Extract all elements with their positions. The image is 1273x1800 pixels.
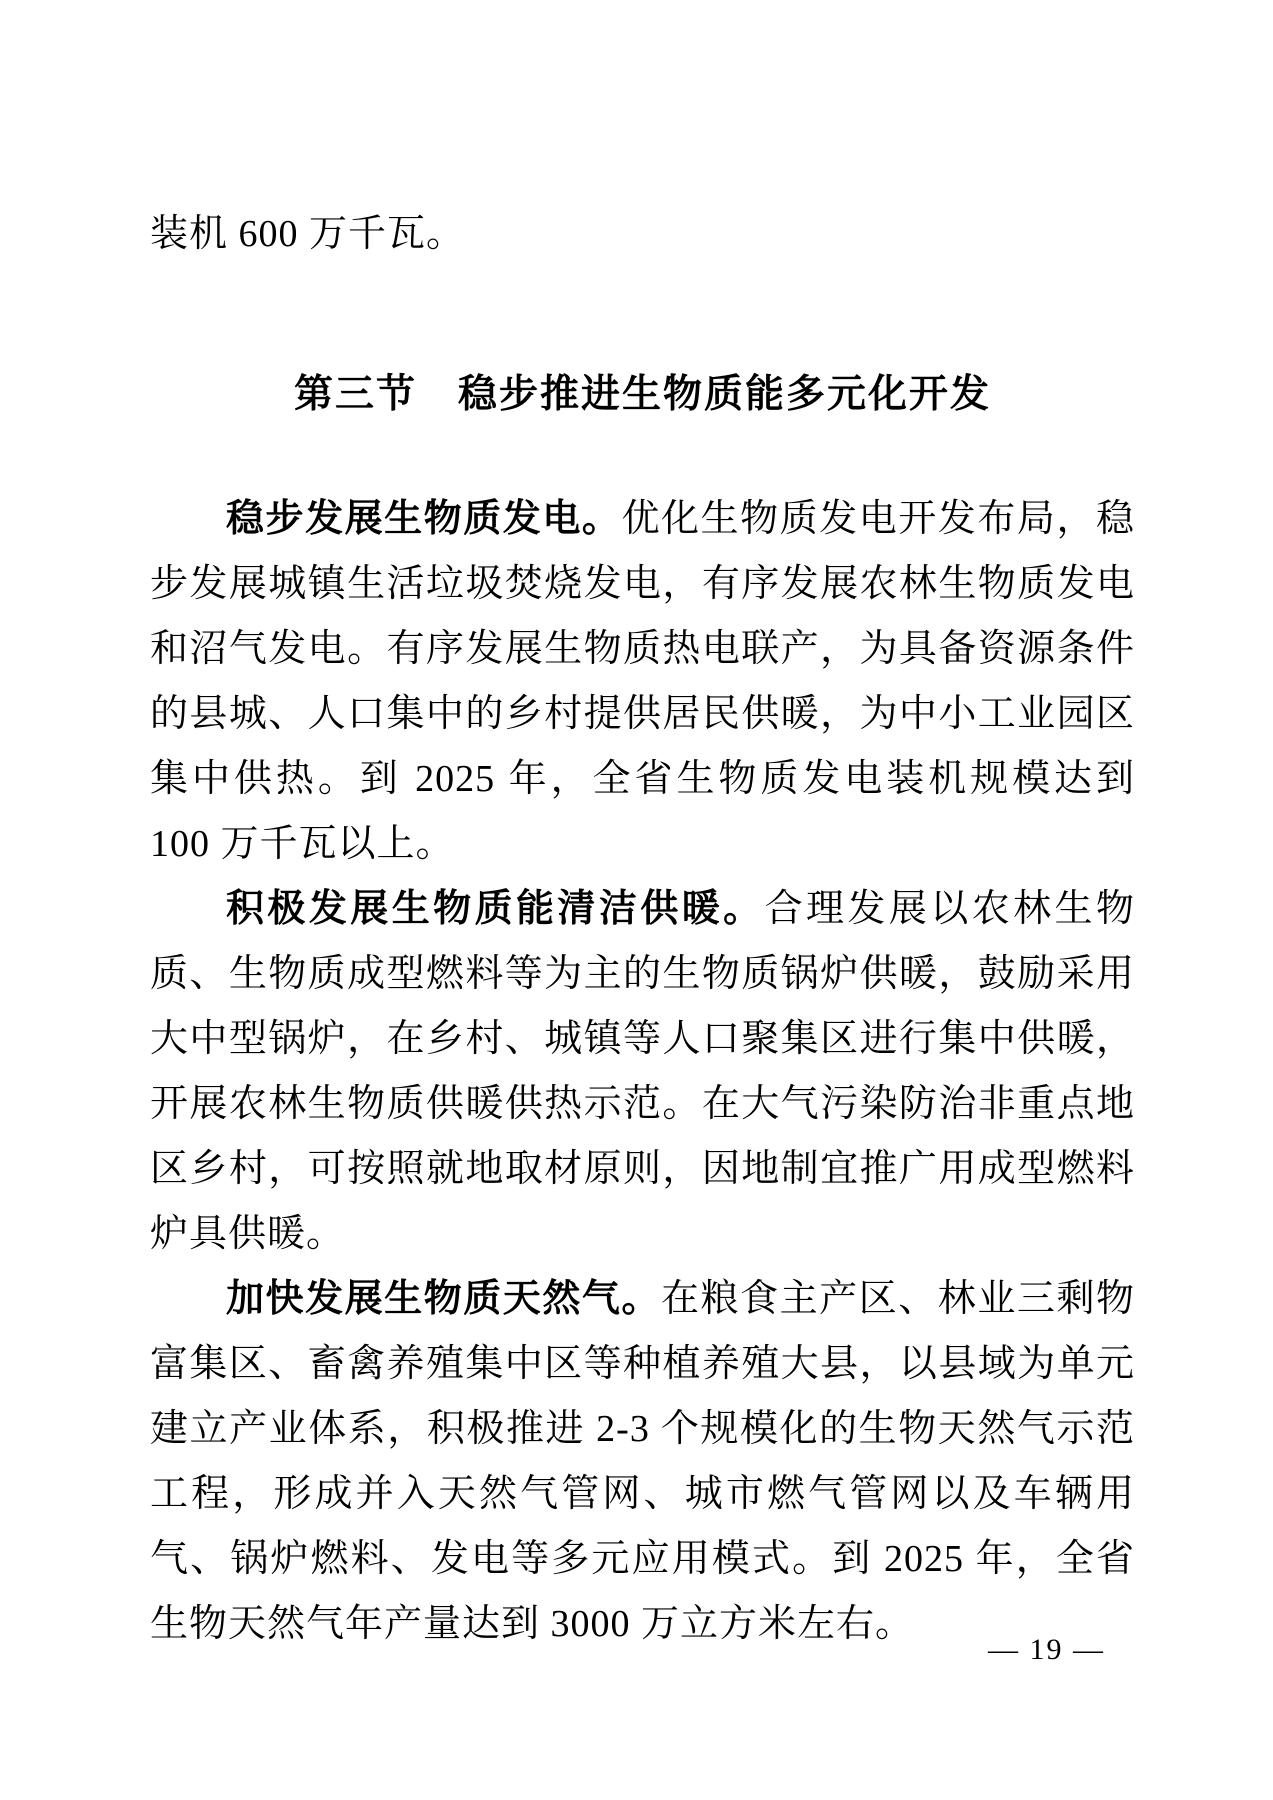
paragraph-text: 合理发展以农林生物质、生物质成型燃料等为主的生物质锅炉供暖，鼓励采用大中型锅炉，在乡村、城镇等人口聚集区进行集中供暖，开展农林生物质供暖供热示范。在大气污染防治非重点地区乡村，可按照就地取材原则，因地制宜推广用成型燃料炉具供暖。	[150, 888, 1135, 1255]
paragraph-biomass-power	[150, 487, 1135, 877]
document-content	[150, 202, 1135, 1657]
continuation-line: 装机 600 万千瓦。	[150, 213, 466, 255]
page-number-footer: — 19 —	[988, 1633, 1105, 1666]
paragraph-clean-heating	[150, 877, 1135, 1267]
paragraph-lead: 加快发展生物质天然气。	[226, 1278, 661, 1320]
paragraph-bio-natural-gas	[150, 1267, 1135, 1657]
paragraph-lead: 稳步发展生物质发电。	[226, 498, 622, 540]
section-heading: 第三节 稳步推进生物质能多元化开发	[293, 373, 991, 416]
paragraph-text: 在粮食主产区、林业三剩物富集区、畜禽养殖集中区等种植养殖大县，以县域为单元建立产业体系，积极推进 2-3 个规模化的生物天然气示范工程，形成并入天然气管网、城市燃气管网以及车辆用气、锅炉燃料、发电等多元应用模式。到 2025 年，全省生物天然气年产量达到 3000 万立方米左右。	[150, 1278, 1135, 1645]
paragraph-text: 优化生物质发电开发布局，稳步发展城镇生活垃圾焚烧发电，有序发展农林生物质发电和沼气发电。有序发展生物质热电联产，为具备资源条件的县城、人口集中的乡村提供居民供暖，为中小工业园区集中供热。到 2025 年，全省生物质发电装机规模达到 100 万千瓦以上。	[150, 498, 1135, 865]
paragraph-lead: 积极发展生物质能清洁供暖。	[226, 888, 765, 930]
